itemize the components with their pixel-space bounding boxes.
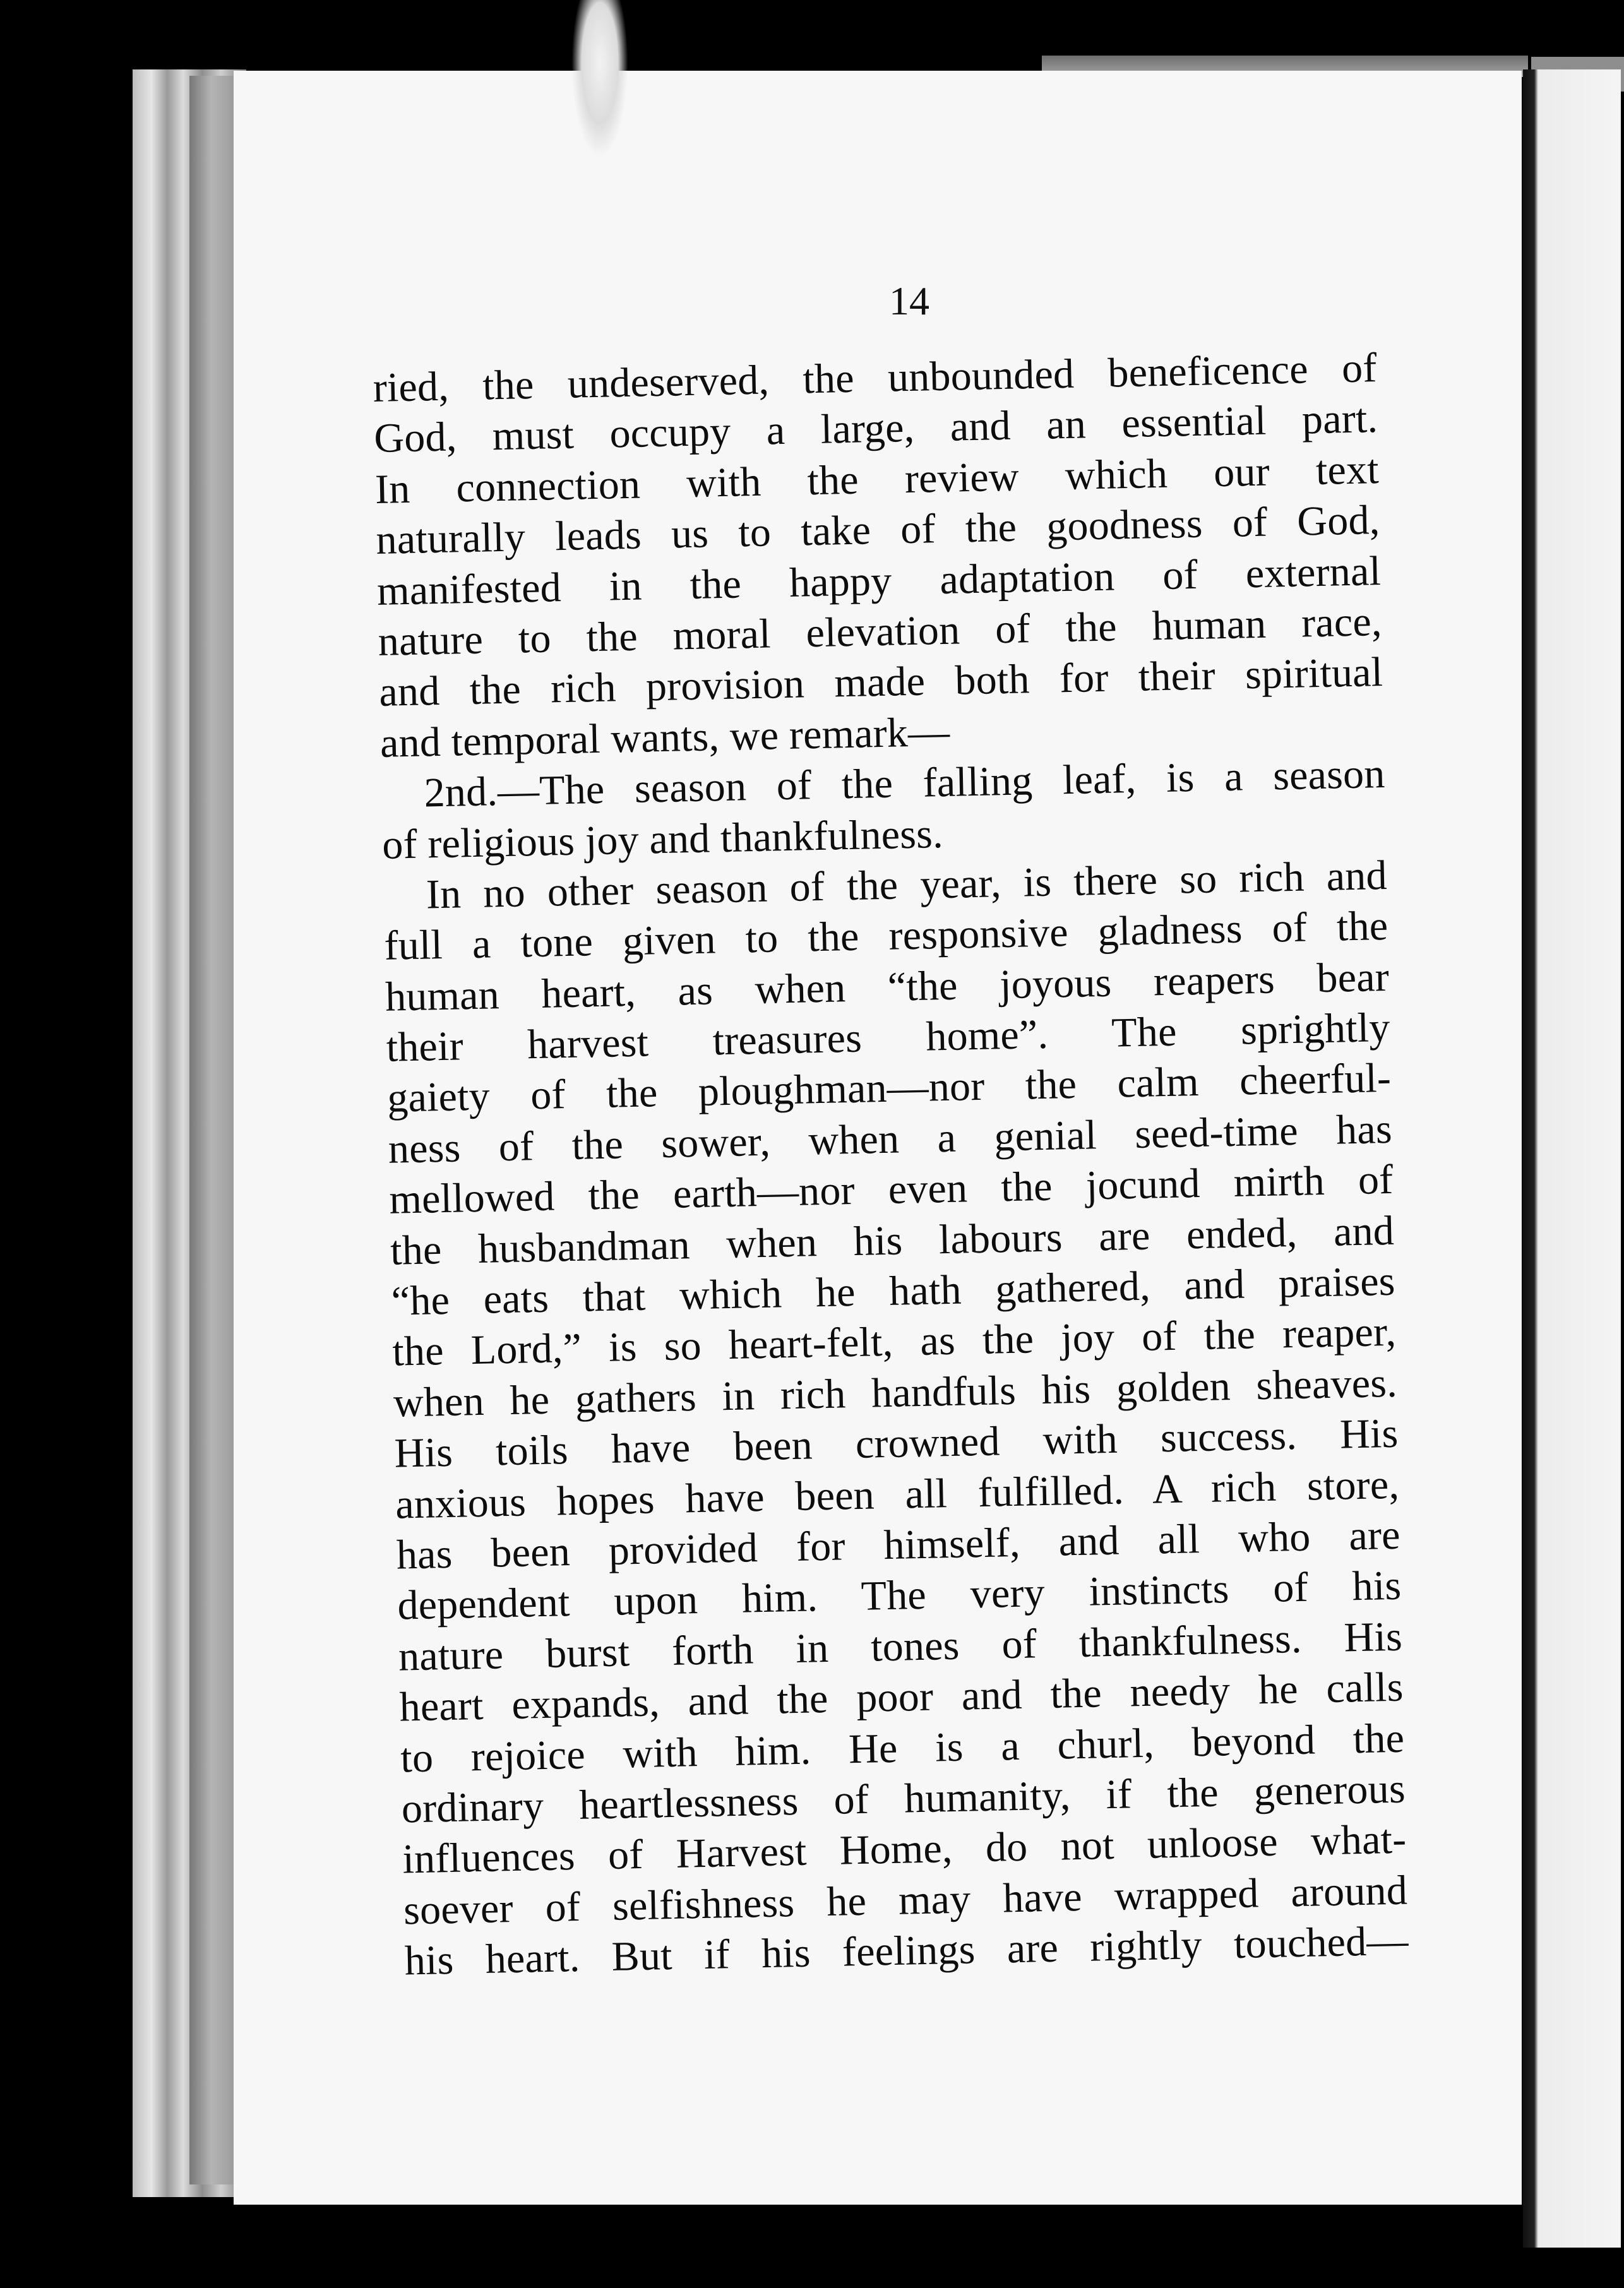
text-line: manifested in the happy adaptation of external: [376, 547, 1382, 614]
text-line: “he eats that which he hath gathered, and praises: [391, 1258, 1396, 1325]
text-line: nature burst forth in tones of thankfulness. His: [398, 1613, 1403, 1680]
text-line: ried, the undeserved, the unbounded beneficence of: [373, 345, 1378, 411]
text-line: dependent upon him. The very instincts of his: [397, 1563, 1402, 1629]
text-line: the Lord,” is so heart-felt, as the joy of the reaper,: [391, 1309, 1397, 1376]
text-line: In connection with the review which our text: [374, 446, 1380, 513]
text-line: In no other season of the year, is there so rich and: [426, 852, 1388, 918]
text-line: God, must occupy a large, and an essential part.: [373, 395, 1378, 462]
page-gutter-shadow: [189, 76, 234, 2184]
text-line: to rejoice with him. He is a churl, beyond the: [400, 1715, 1405, 1782]
page-number: 14: [889, 278, 929, 323]
text-line: ordinary heartlessness of humanity, if the generous: [401, 1765, 1406, 1832]
text-line: and temporal wants, we remark—: [379, 708, 950, 766]
text-line: His toils have been crowned with success. His: [393, 1410, 1399, 1477]
text-line: 2nd.—The season of the falling leaf, is a season: [423, 751, 1386, 816]
text-line: mellowed the earth—nor even the jocund mirth of: [388, 1157, 1394, 1223]
body-text: [373, 343, 1409, 1987]
text-line: naturally leads us to take of the goodness of God,: [375, 497, 1381, 564]
text-line: his heart. But if his feelings are rightly touched—: [404, 1917, 1409, 1984]
text-line: human heart, as when “the joyous reapers bear: [385, 953, 1390, 1020]
text-line: the husbandman when his labours are ended, and: [390, 1207, 1395, 1274]
text-line: ness of the sower, when a genial seed-time has: [388, 1105, 1393, 1172]
text-line: and the rich provision made both for their spiritual: [378, 649, 1383, 716]
text-line: full a tone given to the responsive gladness of the: [383, 903, 1388, 970]
text-line: anxious hopes have been all fulfilled. A rich store,: [395, 1461, 1400, 1528]
text-line: nature to the moral elevation of the human race,: [378, 598, 1383, 665]
text-line: soever of selfishness he may have wrapped around: [403, 1867, 1408, 1934]
text-line: of religious joy and thankfulness.: [381, 810, 944, 868]
text-line: their harvest treasures home”. The sprightly: [386, 1004, 1391, 1071]
text-line: heart expands, and the poor and the needy he calls: [399, 1664, 1404, 1731]
text-line: gaiety of the ploughman—nor the calm cheerful-: [386, 1055, 1392, 1122]
text-line: has been provided for himself, and all who are: [396, 1511, 1401, 1578]
text-line: influences of Harvest Home, do not unloose what-: [402, 1816, 1407, 1883]
facing-page-edge: [1523, 69, 1621, 2248]
text-line: when he gathers in rich handfuls his golden sheaves.: [393, 1359, 1398, 1426]
torn-paper-fragment: [571, 0, 628, 158]
